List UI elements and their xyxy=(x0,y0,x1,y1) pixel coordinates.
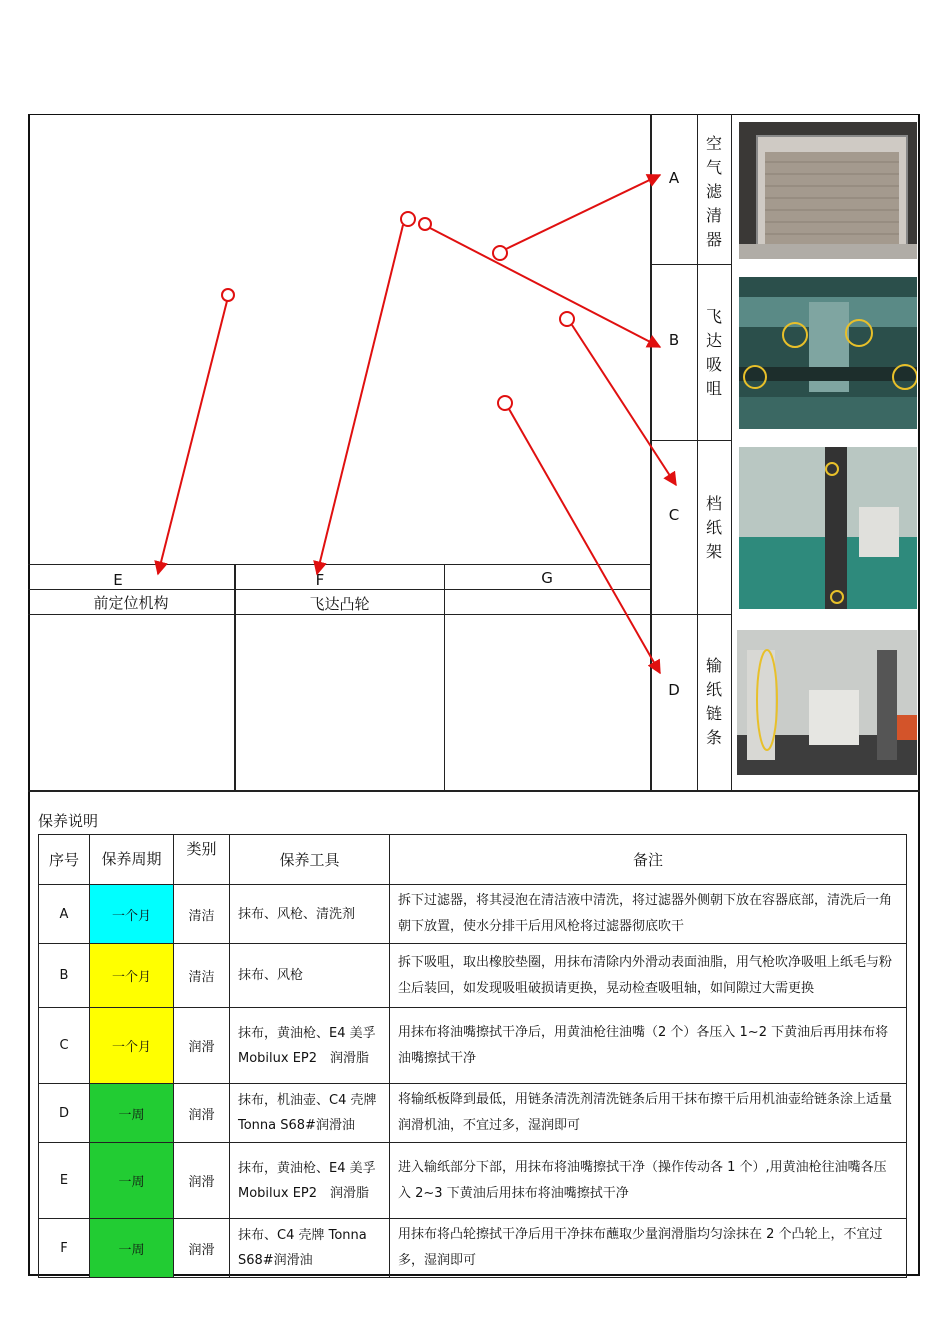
label-b-name: 飞 达 吸 咀 xyxy=(705,307,722,398)
label-a-letter: A xyxy=(668,169,680,187)
header-note: 备注 xyxy=(390,835,907,885)
label-e-name: 前定位机构 xyxy=(93,594,169,612)
cell-tools: 抹布、风枪 xyxy=(230,944,390,1008)
cell-tools: 抹布，黄油枪、E4 美孚 Mobilux EP2 润滑脂 xyxy=(230,1143,390,1219)
table-row xyxy=(39,1219,907,1278)
arrow-to-b xyxy=(430,228,660,347)
cell-type: 清洁 xyxy=(174,885,230,944)
label-c-letter: C xyxy=(668,506,680,524)
cell-type: 清洁 xyxy=(174,944,230,1008)
cell-cycle: 一周 xyxy=(90,1084,174,1143)
label-d-name: 输 纸 链 条 xyxy=(705,656,722,747)
marker-circle xyxy=(560,312,574,326)
cell-cycle: 一周 xyxy=(90,1143,174,1219)
arrow-to-d xyxy=(509,409,660,673)
table-row xyxy=(39,1143,907,1219)
cell-seq: B xyxy=(39,944,90,1008)
cell-type: 润滑 xyxy=(174,1084,230,1143)
cell-seq: E xyxy=(39,1143,90,1219)
cell-type: 润滑 xyxy=(174,1143,230,1219)
cell-seq: C xyxy=(39,1008,90,1084)
arrow-to-a xyxy=(506,175,660,249)
marker-circle xyxy=(401,212,415,226)
marker-circle xyxy=(493,246,507,260)
table-row xyxy=(39,885,907,944)
cell-tools: 抹布，黄油枪、E4 美孚 Mobilux EP2 润滑脂 xyxy=(230,1008,390,1084)
cell-note: 用抹布将油嘴擦拭干净后，用黄油枪往油嘴（2 个）各压入 1~2 下黄油后再用抹布将油嘴擦拭干净 xyxy=(390,1008,907,1084)
maintenance-table xyxy=(38,834,907,1278)
marker-circle xyxy=(419,218,431,230)
cell-seq: D xyxy=(39,1084,90,1143)
cell-note: 用抹布将凸轮擦拭干净后用干净抹布蘸取少量润滑脂均匀涂抹在 2 个凸轮上，不宜过多，湿润即可 xyxy=(390,1219,907,1278)
cell-cycle: 一个月 xyxy=(90,1008,174,1084)
label-d-letter: D xyxy=(668,681,680,699)
header-tools: 保养工具 xyxy=(230,835,390,885)
cell-tools: 抹布、C4 壳牌 Tonna S68#润滑油 xyxy=(230,1219,390,1278)
label-b-letter: B xyxy=(668,331,680,349)
cell-tools: 抹布、风枪、清洗剂 xyxy=(230,885,390,944)
label-a-name: 空 气 滤 清 器 xyxy=(705,134,722,249)
table-row xyxy=(39,1008,907,1084)
label-c-name: 档 纸 架 xyxy=(705,494,722,561)
header-seq: 序号 xyxy=(39,835,90,885)
arrow-to-c xyxy=(572,325,676,485)
cell-note: 进入输纸部分下部，用抹布将油嘴擦拭干净（操作传动各 1 个）,用黄油枪往油嘴各压入 2~3 下黄油后用抹布将油嘴擦拭干净 xyxy=(390,1143,907,1219)
cell-note: 将输纸板降到最低，用链条清洗剂清洗链条后用干抹布擦干后用机油壶给链条涂上适量润滑机油，不宜过多，湿润即可 xyxy=(390,1084,907,1143)
label-f-letter: F xyxy=(315,571,325,589)
cell-type: 润滑 xyxy=(174,1219,230,1278)
header-cycle: 保养周期 xyxy=(90,835,174,885)
cell-cycle: 一周 xyxy=(90,1219,174,1278)
table-header-row xyxy=(39,835,907,885)
cell-tools: 抹布，机油壶、C4 壳牌 Tonna S68#润滑油 xyxy=(230,1084,390,1143)
cell-type: 润滑 xyxy=(174,1008,230,1084)
table-row xyxy=(39,1084,907,1143)
table-row xyxy=(39,944,907,1008)
cell-cycle: 一个月 xyxy=(90,885,174,944)
arrow-to-e xyxy=(158,301,227,574)
label-g-letter: G xyxy=(541,569,553,587)
maintenance-title: 保养说明 xyxy=(38,812,99,830)
marker-circle xyxy=(222,289,234,301)
arrow-to-f xyxy=(317,225,403,574)
cell-seq: A xyxy=(39,885,90,944)
header-type: 类别 xyxy=(174,835,230,885)
label-e-letter: E xyxy=(113,571,123,589)
cell-cycle: 一个月 xyxy=(90,944,174,1008)
cell-seq: F xyxy=(39,1219,90,1278)
label-f-name: 飞达凸轮 xyxy=(309,595,370,613)
marker-circle xyxy=(498,396,512,410)
cell-note: 拆下吸咀，取出橡胶垫圈，用抹布清除内外滑动表面油脂，用气枪吹净吸咀上纸毛与粉尘后装回，如发现吸咀破损请更换，晃动检查吸咀轴，如间隙过大需更换 xyxy=(390,944,907,1008)
cell-note: 拆下过滤器，将其浸泡在清洁液中清洗，将过滤器外侧朝下放在容器底部，清洗后一角朝下放置，使水分排干后用风枪将过滤器彻底吹干 xyxy=(390,885,907,944)
